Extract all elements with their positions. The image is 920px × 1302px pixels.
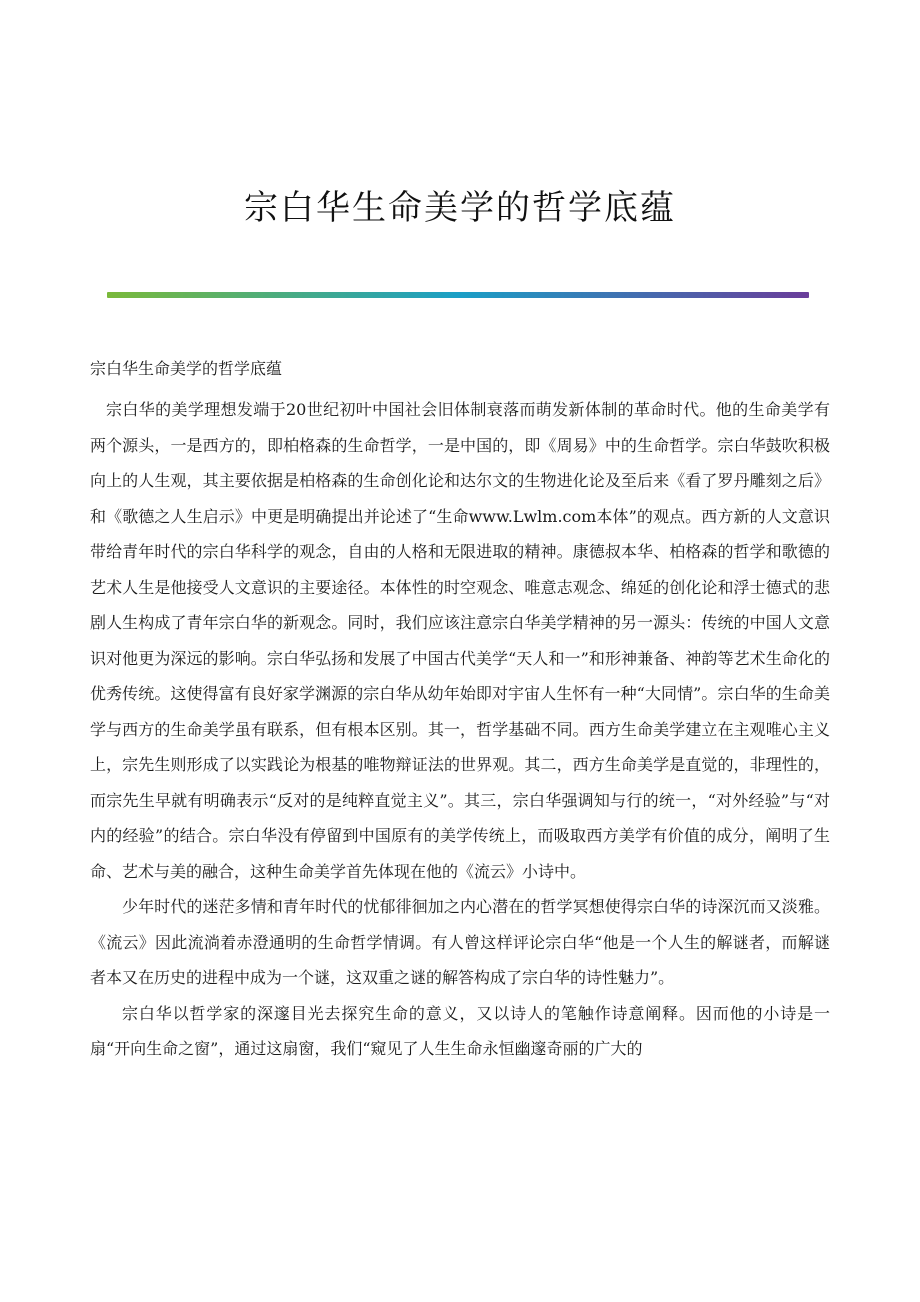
article-body xyxy=(90,352,830,1067)
article-subtitle: 宗白华生命美学的哲学底蕴 xyxy=(90,359,283,378)
page-title: 宗白华生命美学的哲学底蕴 xyxy=(244,188,676,228)
paragraph: 少年时代的迷茫多情和青年时代的忧郁徘徊加之内心潜在的哲学冥想使得宗白华的诗深沉而又淡雅。《流云》因此流淌着赤澄通明的生命哲学情调。有人曾这样评论宗白华“他是一个人生的解谜者，而解谜者本又在历史的进程中成为一个谜，这双重之谜的解答构成了宗白华的诗性魅力”。 xyxy=(90,897,830,987)
title-divider xyxy=(107,292,809,298)
paragraph: 宗白华的美学理想发端于20世纪初叶中国社会旧体制衰落而萌发新体制的革命时代。他的生命美学有两个源头，一是西方的，即柏格森的生命哲学，一是中国的，即《周易》中的生命哲学。宗白华鼓吹积极向上的人生观，其主要依据是柏格森的生命创化论和达尔文的生物进化论及至后来《看了罗丹雕刻之后》和《歌德之人生启示》中更是明确提出并论述了“生命www.Lwlm.com本体”的观点。西方新的人文意识带给青年时代的宗白华科学的观念，自由的人格和无限进取的精神。康德叔本华、柏格森的哲学和歌德的艺术人生是他接受人文意识的主要途径。本体性的时空观念、唯意志观念、绵延的创化论和浮士德式的悲剧人生构成了青年宗白华的新观念。同时，我们应该注意宗白华美学精神的另一源头：传统的中国人文意识对他更为深远的影响。宗白华弘扬和发展了中国古代美学“天人和一”和形神兼备、神韵等艺术生命化的优秀传统。这使得富有良好家学渊源的宗白华从幼年始即对宇宙人生怀有一种“大同情”。宗白华的生命美学与西方的生命美学虽有联系，但有根本区别。其一，哲学基础不同。西方生命美学建立在主观唯心主义上，宗先生则形成了以实践论为根基的唯物辩证法的世界观。其二，西方生命美学是直觉的，非理性的，而宗先生早就有明确表示“反对的是纯粹直觉主义”。其三，宗白华强调知与行的统一，“对外经验”与“对内的经验”的结合。宗白华没有停留到中国原有的美学传统上，而吸取西方美学有价值的成分，阐明了生命、艺术与美的融合，这种生命美学首先体现在他的《流云》小诗中。 xyxy=(90,400,830,881)
paragraph: 宗白华以哲学家的深邃目光去探究生命的意义，又以诗人的笔触作诗意阐释。因而他的小诗是一扇“开向生命之窗”，通过这扇窗，我们“窥见了人生生命永恒幽邃奇丽的广大的 xyxy=(90,1003,830,1058)
